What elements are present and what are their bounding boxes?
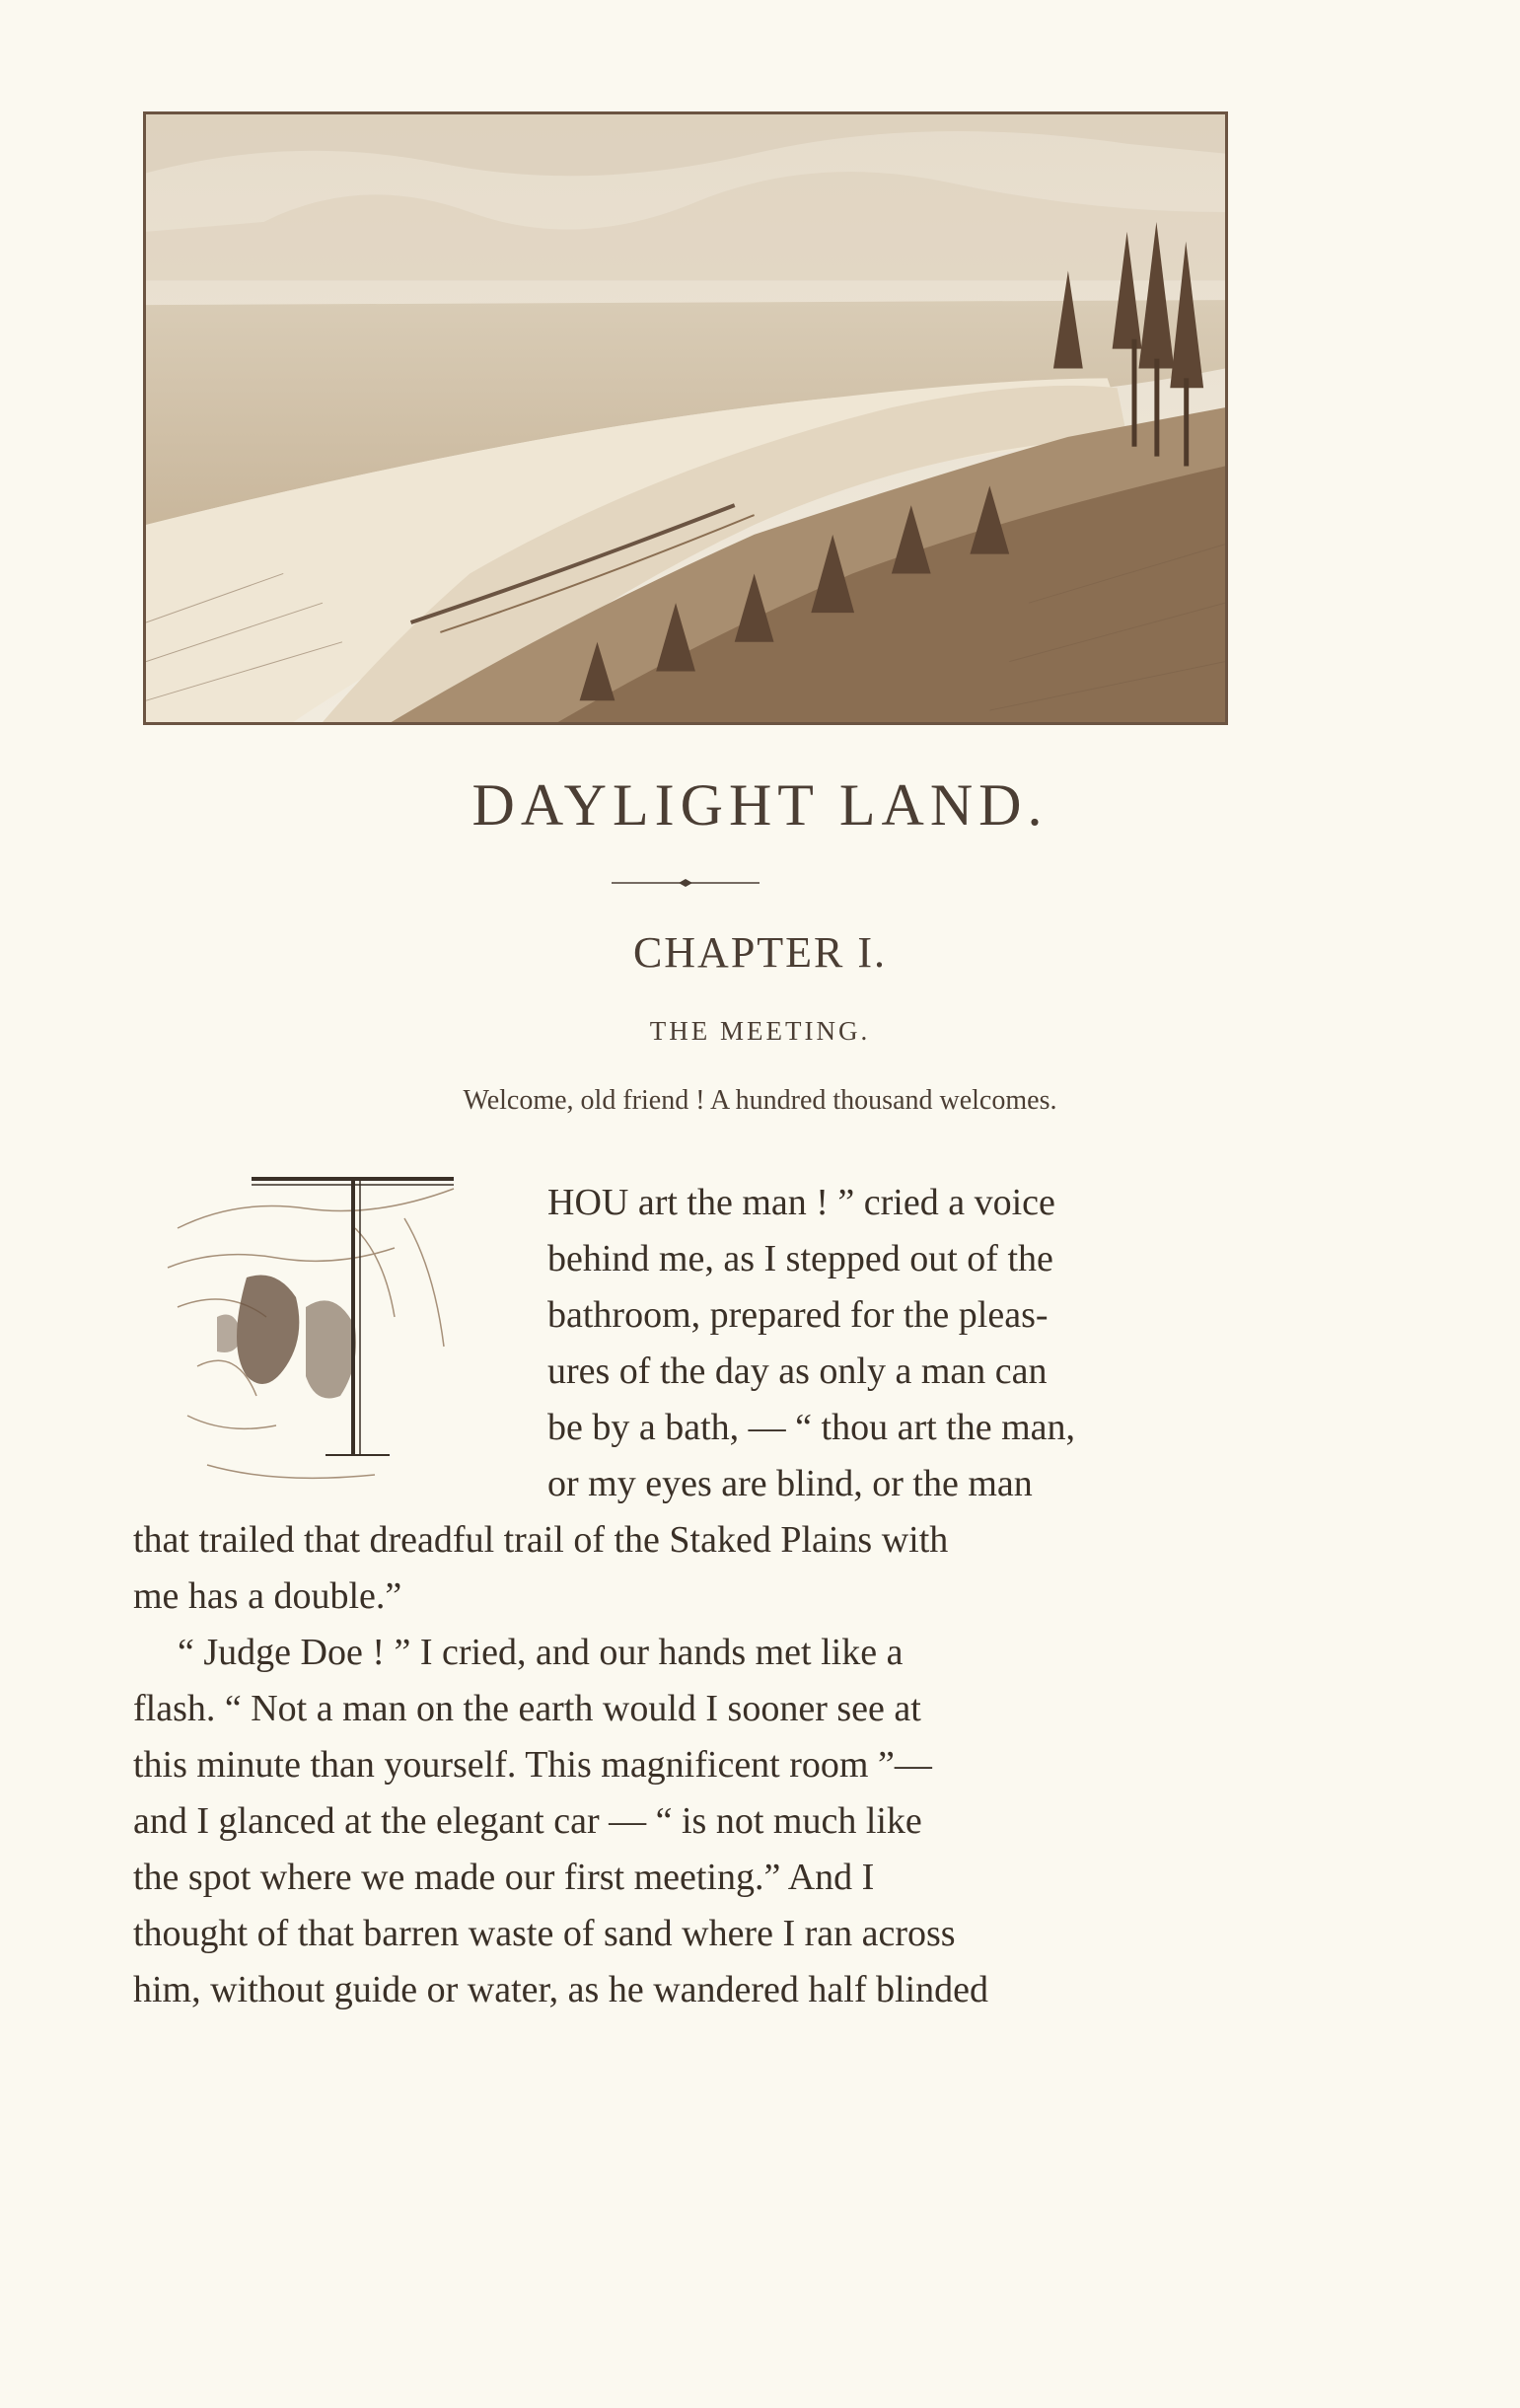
body-line: this minute than yourself. This magnificent room ”— bbox=[133, 1744, 932, 1786]
chapter-heading: CHAPTER I. bbox=[632, 928, 888, 977]
body-line: or my eyes are blind, or the man bbox=[547, 1463, 1033, 1504]
ornament-divider bbox=[612, 878, 760, 888]
drop-cap-illustration bbox=[158, 1169, 513, 1504]
body-line: me has a double.” bbox=[133, 1575, 402, 1617]
body-line: bathroom, prepared for the pleas- bbox=[547, 1294, 1049, 1336]
body-line: him, without guide or water, as he wandered half blinded bbox=[133, 1969, 988, 2010]
body-line: and I glanced at the elegant car — “ is not much like bbox=[133, 1800, 922, 1842]
coastal-landscape-illustration bbox=[143, 111, 1228, 725]
body-line: that trailed that dreadful trail of the Staked Plains with bbox=[133, 1519, 949, 1561]
body-line: HOU art the man ! ” cried a voice bbox=[547, 1182, 1055, 1223]
body-line: ures of the day as only a man can bbox=[547, 1350, 1048, 1392]
body-line: thought of that barren waste of sand where I ran across bbox=[133, 1913, 956, 1954]
chapter-subtitle: THE MEETING. bbox=[649, 1016, 871, 1046]
book-title: DAYLIGHT LAND. bbox=[471, 772, 1049, 838]
body-line: be by a bath, — “ thou art the man, bbox=[547, 1407, 1076, 1448]
body-line: flash. “ Not a man on the earth would I sooner see at bbox=[133, 1688, 921, 1729]
body-line: “ Judge Doe ! ” I cried, and our hands met like a bbox=[178, 1632, 904, 1673]
body-line: the spot where we made our first meeting.” And I bbox=[133, 1857, 875, 1898]
epigraph: Welcome, old friend ! A hundred thousand welcomes. bbox=[463, 1085, 1057, 1116]
body-line: behind me, as I stepped out of the bbox=[547, 1238, 1053, 1279]
